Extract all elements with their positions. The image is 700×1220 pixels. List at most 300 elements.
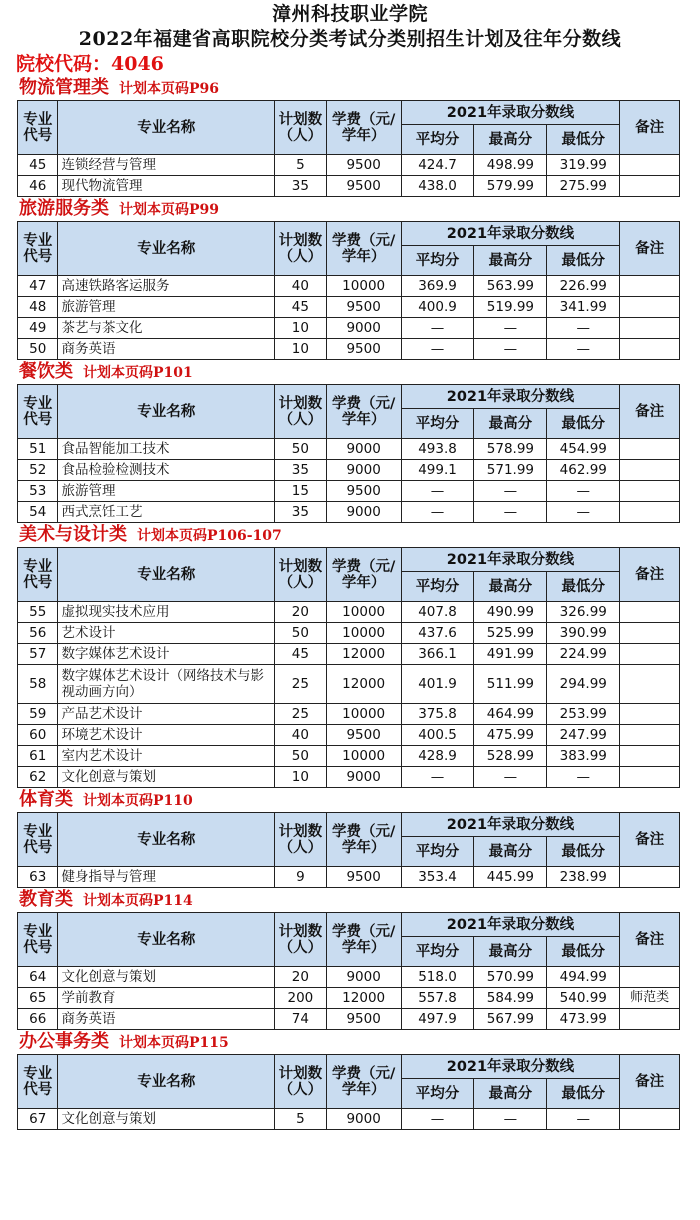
header-avg: 平均分 <box>401 837 474 867</box>
header-name: 专业名称 <box>58 385 275 439</box>
cell-fee: 9500 <box>326 339 401 360</box>
cell-avg: 407.8 <box>401 602 474 623</box>
section-heading <box>0 788 700 812</box>
cell-note <box>620 725 680 746</box>
header-min: 最低分 <box>547 572 620 602</box>
header-fee: 学费（元/学年） <box>326 548 401 602</box>
table-row <box>18 502 680 523</box>
cell-min: 473.99 <box>547 1009 620 1030</box>
cell-note <box>620 276 680 297</box>
cell-code: 51 <box>18 439 58 460</box>
cell-fee: 12000 <box>326 988 401 1009</box>
cell-plan: 50 <box>275 746 327 767</box>
header-max: 最高分 <box>474 837 547 867</box>
cell-max: 571.99 <box>474 460 547 481</box>
cell-max: 519.99 <box>474 297 547 318</box>
cell-avg: — <box>401 318 474 339</box>
header-score-group: 2021年录取分数线 <box>401 1055 620 1079</box>
cell-plan: 15 <box>275 481 327 502</box>
cell-name: 数字媒体艺术设计（网络技术与影视动画方向） <box>58 665 275 704</box>
cell-note <box>620 439 680 460</box>
cell-min: — <box>547 318 620 339</box>
header-score-group: 2021年录取分数线 <box>401 101 620 125</box>
cell-code: 62 <box>18 767 58 788</box>
cell-max: 475.99 <box>474 725 547 746</box>
header-fee: 学费（元/学年） <box>326 913 401 967</box>
cell-plan: 40 <box>275 276 327 297</box>
header-note: 备注 <box>620 913 680 967</box>
section-name: 体育类 <box>19 789 73 810</box>
cell-max: 567.99 <box>474 1009 547 1030</box>
cell-plan: 10 <box>275 767 327 788</box>
section-name: 教育类 <box>19 889 73 910</box>
cell-fee: 10000 <box>326 704 401 725</box>
cell-plan: 45 <box>275 644 327 665</box>
cell-plan: 20 <box>275 967 327 988</box>
section-heading <box>0 523 700 547</box>
header-score-group: 2021年录取分数线 <box>401 813 620 837</box>
cell-note <box>620 460 680 481</box>
cell-note <box>620 1109 680 1130</box>
cell-plan: 5 <box>275 155 327 176</box>
cell-min: 454.99 <box>547 439 620 460</box>
header-note: 备注 <box>620 385 680 439</box>
cell-fee: 9000 <box>326 502 401 523</box>
header-name: 专业名称 <box>58 813 275 867</box>
cell-code: 66 <box>18 1009 58 1030</box>
cell-name: 产品艺术设计 <box>58 704 275 725</box>
cell-max: 464.99 <box>474 704 547 725</box>
header-score-group: 2021年录取分数线 <box>401 548 620 572</box>
cell-plan: 10 <box>275 318 327 339</box>
section-page-ref: 计划本页码P110 <box>83 793 193 809</box>
cell-plan: 45 <box>275 297 327 318</box>
cell-plan: 25 <box>275 704 327 725</box>
header-row <box>18 913 680 937</box>
cell-min: 224.99 <box>547 644 620 665</box>
table-row <box>18 339 680 360</box>
header-avg: 平均分 <box>401 1079 474 1109</box>
cell-avg: 401.9 <box>401 665 474 704</box>
header-avg: 平均分 <box>401 125 474 155</box>
cell-plan: 9 <box>275 867 327 888</box>
cell-avg: 497.9 <box>401 1009 474 1030</box>
header-min: 最低分 <box>547 125 620 155</box>
table-row <box>18 602 680 623</box>
header-max: 最高分 <box>474 937 547 967</box>
header-max: 最高分 <box>474 1079 547 1109</box>
cell-max: — <box>474 339 547 360</box>
cell-fee: 9500 <box>326 867 401 888</box>
header-fee: 学费（元/学年） <box>326 813 401 867</box>
cell-note <box>620 867 680 888</box>
header-code: 专业代号 <box>18 813 58 867</box>
cell-name: 环境艺术设计 <box>58 725 275 746</box>
header-code: 专业代号 <box>18 385 58 439</box>
header-note: 备注 <box>620 1055 680 1109</box>
header-max: 最高分 <box>474 572 547 602</box>
cell-note <box>620 339 680 360</box>
cell-name: 商务英语 <box>58 1009 275 1030</box>
section-heading <box>0 197 700 221</box>
cell-min: — <box>547 481 620 502</box>
cell-name: 健身指导与管理 <box>58 867 275 888</box>
header-avg: 平均分 <box>401 409 474 439</box>
plan-table <box>17 100 680 197</box>
plan-table <box>17 1054 680 1130</box>
cell-fee: 9000 <box>326 1109 401 1130</box>
cell-max: 584.99 <box>474 988 547 1009</box>
cell-avg: 366.1 <box>401 644 474 665</box>
cell-note <box>620 502 680 523</box>
cell-avg: 499.1 <box>401 460 474 481</box>
cell-name: 虚拟现实技术应用 <box>58 602 275 623</box>
cell-max: 528.99 <box>474 746 547 767</box>
cell-avg: — <box>401 481 474 502</box>
cell-avg: 428.9 <box>401 746 474 767</box>
cell-note <box>620 704 680 725</box>
table-row <box>18 623 680 644</box>
cell-note <box>620 746 680 767</box>
section-name: 旅游服务类 <box>19 198 109 219</box>
cell-code: 59 <box>18 704 58 725</box>
cell-code: 56 <box>18 623 58 644</box>
cell-code: 54 <box>18 502 58 523</box>
section-heading <box>0 76 700 100</box>
section-heading <box>0 1030 700 1054</box>
cell-avg: 557.8 <box>401 988 474 1009</box>
cell-fee: 10000 <box>326 276 401 297</box>
table-row <box>18 318 680 339</box>
cell-max: 490.99 <box>474 602 547 623</box>
cell-note <box>620 602 680 623</box>
header-min: 最低分 <box>547 409 620 439</box>
header-row <box>18 548 680 572</box>
cell-max: — <box>474 767 547 788</box>
cell-max: 578.99 <box>474 439 547 460</box>
cell-name: 商务英语 <box>58 339 275 360</box>
section-page-ref: 计划本页码P96 <box>119 81 220 97</box>
school-title: 漳州科技职业学院 <box>271 3 428 25</box>
cell-plan: 50 <box>275 623 327 644</box>
cell-code: 57 <box>18 644 58 665</box>
cell-fee: 9000 <box>326 318 401 339</box>
section-heading <box>0 360 700 384</box>
cell-fee: 9000 <box>326 967 401 988</box>
table-row <box>18 1109 680 1130</box>
header-min: 最低分 <box>547 837 620 867</box>
section-name: 物流管理类 <box>19 77 109 98</box>
header-max: 最高分 <box>474 125 547 155</box>
cell-name: 文化创意与策划 <box>58 967 275 988</box>
cell-note <box>620 176 680 197</box>
cell-avg: 400.5 <box>401 725 474 746</box>
cell-name: 艺术设计 <box>58 623 275 644</box>
cell-avg: 424.7 <box>401 155 474 176</box>
cell-max: — <box>474 502 547 523</box>
cell-note <box>620 1009 680 1030</box>
cell-name: 食品检验检测技术 <box>58 460 275 481</box>
cell-code: 52 <box>18 460 58 481</box>
cell-max: — <box>474 1109 547 1130</box>
cell-plan: 200 <box>275 988 327 1009</box>
header-plan: 计划数（人） <box>275 548 327 602</box>
cell-avg: — <box>401 502 474 523</box>
plan-table <box>17 912 680 1030</box>
section-page-ref: 计划本页码P106-107 <box>137 528 282 544</box>
header-code: 专业代号 <box>18 913 58 967</box>
header-name: 专业名称 <box>58 548 275 602</box>
header-note: 备注 <box>620 222 680 276</box>
cell-fee: 12000 <box>326 665 401 704</box>
header-name: 专业名称 <box>58 101 275 155</box>
cell-avg: — <box>401 339 474 360</box>
section-page-ref: 计划本页码P99 <box>119 202 220 218</box>
table-row <box>18 725 680 746</box>
cell-fee: 9500 <box>326 176 401 197</box>
table-row <box>18 297 680 318</box>
cell-code: 48 <box>18 297 58 318</box>
cell-name: 学前教育 <box>58 988 275 1009</box>
header-plan: 计划数（人） <box>275 101 327 155</box>
header-row <box>18 222 680 246</box>
table-row <box>18 988 680 1009</box>
header-code: 专业代号 <box>18 548 58 602</box>
table-row <box>18 276 680 297</box>
cell-plan: 50 <box>275 439 327 460</box>
cell-note <box>620 155 680 176</box>
cell-max: 511.99 <box>474 665 547 704</box>
cell-max: 525.99 <box>474 623 547 644</box>
sections-container <box>0 76 700 1130</box>
header-name: 专业名称 <box>58 913 275 967</box>
table-row <box>18 767 680 788</box>
header-note: 备注 <box>620 548 680 602</box>
table-row <box>18 704 680 725</box>
cell-max: 491.99 <box>474 644 547 665</box>
cell-code: 61 <box>18 746 58 767</box>
cell-fee: 9000 <box>326 439 401 460</box>
header-plan: 计划数（人） <box>275 222 327 276</box>
cell-code: 53 <box>18 481 58 502</box>
cell-note <box>620 623 680 644</box>
cell-note <box>620 665 680 704</box>
header-avg: 平均分 <box>401 572 474 602</box>
cell-fee: 9500 <box>326 1009 401 1030</box>
cell-max: 498.99 <box>474 155 547 176</box>
cell-min: 390.99 <box>547 623 620 644</box>
cell-code: 67 <box>18 1109 58 1130</box>
table-row <box>18 967 680 988</box>
header-plan: 计划数（人） <box>275 1055 327 1109</box>
cell-plan: 35 <box>275 176 327 197</box>
table-row <box>18 481 680 502</box>
header-min: 最低分 <box>547 937 620 967</box>
cell-code: 63 <box>18 867 58 888</box>
plan-table <box>17 812 680 888</box>
cell-min: — <box>547 1109 620 1130</box>
cell-min: 326.99 <box>547 602 620 623</box>
header-code: 专业代号 <box>18 101 58 155</box>
cell-code: 50 <box>18 339 58 360</box>
cell-code: 55 <box>18 602 58 623</box>
cell-min: 341.99 <box>547 297 620 318</box>
cell-max: 579.99 <box>474 176 547 197</box>
header-max: 最高分 <box>474 246 547 276</box>
cell-plan: 35 <box>275 460 327 481</box>
header-code: 专业代号 <box>18 1055 58 1109</box>
document-title: 2022年福建省高职院校分类考试分类别招生计划及往年分数线 <box>78 28 622 50</box>
header-row <box>18 385 680 409</box>
header-min: 最低分 <box>547 246 620 276</box>
cell-avg: 353.4 <box>401 867 474 888</box>
plan-table <box>17 384 680 523</box>
cell-note <box>620 318 680 339</box>
header-fee: 学费（元/学年） <box>326 101 401 155</box>
table-row <box>18 460 680 481</box>
cell-min: 294.99 <box>547 665 620 704</box>
cell-avg: 518.0 <box>401 967 474 988</box>
cell-code: 49 <box>18 318 58 339</box>
header-code: 专业代号 <box>18 222 58 276</box>
header-row <box>18 1055 680 1079</box>
cell-max: 570.99 <box>474 967 547 988</box>
cell-min: — <box>547 339 620 360</box>
cell-code: 45 <box>18 155 58 176</box>
cell-note <box>620 644 680 665</box>
cell-fee: 9500 <box>326 297 401 318</box>
header-plan: 计划数（人） <box>275 813 327 867</box>
cell-name: 现代物流管理 <box>58 176 275 197</box>
header-min: 最低分 <box>547 1079 620 1109</box>
cell-min: 226.99 <box>547 276 620 297</box>
cell-plan: 10 <box>275 339 327 360</box>
header-fee: 学费（元/学年） <box>326 222 401 276</box>
cell-name: 食品智能加工技术 <box>58 439 275 460</box>
header-avg: 平均分 <box>401 937 474 967</box>
cell-max: 563.99 <box>474 276 547 297</box>
table-row <box>18 665 680 704</box>
section-heading <box>0 888 700 912</box>
cell-avg: 400.9 <box>401 297 474 318</box>
cell-name: 数字媒体艺术设计 <box>58 644 275 665</box>
cell-name: 茶艺与茶文化 <box>58 318 275 339</box>
cell-plan: 25 <box>275 665 327 704</box>
cell-min: 462.99 <box>547 460 620 481</box>
table-row <box>18 439 680 460</box>
cell-min: 319.99 <box>547 155 620 176</box>
table-row <box>18 176 680 197</box>
section-page-ref: 计划本页码P115 <box>119 1035 229 1051</box>
cell-note <box>620 967 680 988</box>
cell-name: 文化创意与策划 <box>58 767 275 788</box>
cell-avg: 375.8 <box>401 704 474 725</box>
header-note: 备注 <box>620 813 680 867</box>
table-row <box>18 867 680 888</box>
cell-note <box>620 481 680 502</box>
cell-max: 445.99 <box>474 867 547 888</box>
table-row <box>18 644 680 665</box>
cell-note <box>620 297 680 318</box>
cell-note <box>620 767 680 788</box>
section-page-ref: 计划本页码P101 <box>83 365 193 381</box>
cell-name: 文化创意与策划 <box>58 1109 275 1130</box>
cell-note: 师范类 <box>620 988 680 1009</box>
header-score-group: 2021年录取分数线 <box>401 913 620 937</box>
cell-fee: 9500 <box>326 481 401 502</box>
cell-avg: — <box>401 767 474 788</box>
cell-plan: 20 <box>275 602 327 623</box>
header-plan: 计划数（人） <box>275 385 327 439</box>
header-fee: 学费（元/学年） <box>326 385 401 439</box>
section-name: 美术与设计类 <box>19 524 127 545</box>
section-page-ref: 计划本页码P114 <box>83 893 193 909</box>
cell-avg: 493.8 <box>401 439 474 460</box>
school-code: 院校代码：4046 <box>16 53 164 75</box>
header-note: 备注 <box>620 101 680 155</box>
table-row <box>18 746 680 767</box>
header-score-group: 2021年录取分数线 <box>401 222 620 246</box>
cell-code: 64 <box>18 967 58 988</box>
cell-name: 西式烹饪工艺 <box>58 502 275 523</box>
header-name: 专业名称 <box>58 222 275 276</box>
cell-fee: 10000 <box>326 623 401 644</box>
cell-min: 494.99 <box>547 967 620 988</box>
cell-fee: 9500 <box>326 155 401 176</box>
cell-fee: 9000 <box>326 767 401 788</box>
header-score-group: 2021年录取分数线 <box>401 385 620 409</box>
cell-name: 连锁经营与管理 <box>58 155 275 176</box>
cell-code: 58 <box>18 665 58 704</box>
header-name: 专业名称 <box>58 1055 275 1109</box>
header-plan: 计划数（人） <box>275 913 327 967</box>
cell-code: 65 <box>18 988 58 1009</box>
cell-avg: 369.9 <box>401 276 474 297</box>
cell-min: 247.99 <box>547 725 620 746</box>
cell-fee: 10000 <box>326 746 401 767</box>
cell-avg: 437.6 <box>401 623 474 644</box>
plan-table <box>17 221 680 360</box>
cell-name: 室内艺术设计 <box>58 746 275 767</box>
cell-min: — <box>547 767 620 788</box>
cell-min: 383.99 <box>547 746 620 767</box>
header-avg: 平均分 <box>401 246 474 276</box>
cell-fee: 9000 <box>326 460 401 481</box>
cell-plan: 35 <box>275 502 327 523</box>
cell-max: — <box>474 481 547 502</box>
cell-plan: 5 <box>275 1109 327 1130</box>
cell-code: 46 <box>18 176 58 197</box>
cell-code: 47 <box>18 276 58 297</box>
cell-fee: 12000 <box>326 644 401 665</box>
header-max: 最高分 <box>474 409 547 439</box>
cell-plan: 74 <box>275 1009 327 1030</box>
cell-name: 旅游管理 <box>58 297 275 318</box>
header-fee: 学费（元/学年） <box>326 1055 401 1109</box>
cell-min: 238.99 <box>547 867 620 888</box>
header-row <box>18 101 680 125</box>
cell-min: 253.99 <box>547 704 620 725</box>
cell-avg: — <box>401 1109 474 1130</box>
cell-fee: 9500 <box>326 725 401 746</box>
header-row <box>18 813 680 837</box>
cell-min: — <box>547 502 620 523</box>
section-name: 餐饮类 <box>19 361 73 382</box>
table-row <box>18 1009 680 1030</box>
cell-avg: 438.0 <box>401 176 474 197</box>
cell-code: 60 <box>18 725 58 746</box>
cell-min: 540.99 <box>547 988 620 1009</box>
